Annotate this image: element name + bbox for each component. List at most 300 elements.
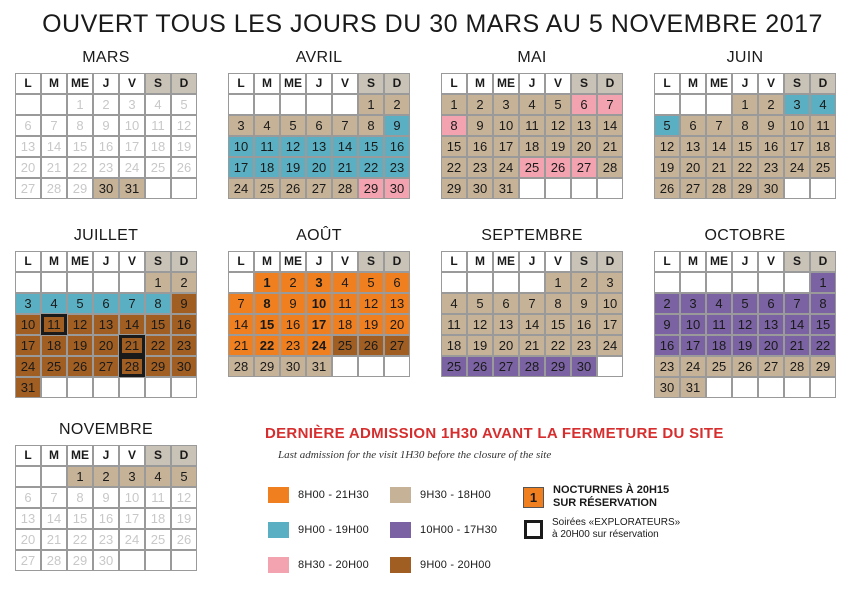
- day-cell: 10: [119, 487, 145, 508]
- legend-label: 8H30 - 20H00: [298, 559, 369, 571]
- day-cell: 5: [654, 115, 680, 136]
- day-cell: 15: [732, 136, 758, 157]
- day-cell: 3: [784, 94, 810, 115]
- day-cell: 19: [732, 335, 758, 356]
- day-cell: 27: [384, 335, 410, 356]
- day-cell: 9: [467, 115, 493, 136]
- empty-day-cell: [41, 94, 67, 115]
- weekday-header: L: [441, 251, 467, 272]
- day-cell: 30: [93, 178, 119, 199]
- day-cell: 24: [306, 335, 332, 356]
- weekday-header: ME: [493, 73, 519, 94]
- weekday-header: L: [228, 251, 254, 272]
- month-name: AVRIL: [295, 49, 343, 66]
- legend-item-explorateurs: [524, 517, 680, 541]
- day-cell: 17: [119, 508, 145, 529]
- weekday-header: S: [784, 73, 810, 94]
- weekday-header: ME: [706, 73, 732, 94]
- weekday-header: L: [654, 251, 680, 272]
- day-cell: 12: [467, 314, 493, 335]
- day-cell: 18: [706, 335, 732, 356]
- day-cell: 30: [280, 356, 306, 377]
- weekday-header: M: [254, 251, 280, 272]
- day-cell: 24: [680, 356, 706, 377]
- day-cell: 12: [545, 115, 571, 136]
- day-cell: 10: [228, 136, 254, 157]
- day-cell: 26: [545, 157, 571, 178]
- day-cell: 29: [732, 178, 758, 199]
- day-cell: 27: [493, 356, 519, 377]
- day-cell: 22: [545, 335, 571, 356]
- legend-item-nocturnes: [523, 484, 669, 510]
- weekday-header: S: [145, 73, 171, 94]
- day-cell: 7: [706, 115, 732, 136]
- legend-label: 9H00 - 19H00: [298, 524, 369, 536]
- weekday-header: D: [384, 251, 410, 272]
- day-cell: 21: [519, 335, 545, 356]
- day-cell: 25: [332, 335, 358, 356]
- weekday-header: D: [171, 251, 197, 272]
- empty-day-cell: [171, 178, 197, 199]
- day-cell: 1: [254, 272, 280, 293]
- day-cell: 10: [597, 293, 623, 314]
- day-cell: 8: [145, 293, 171, 314]
- empty-day-cell: [597, 178, 623, 199]
- weekday-header: J: [519, 251, 545, 272]
- empty-day-cell: [706, 377, 732, 398]
- empty-day-cell: [467, 272, 493, 293]
- day-cell: 23: [171, 335, 197, 356]
- day-cell: 11: [41, 314, 67, 335]
- day-cell: 27: [15, 178, 41, 199]
- month-name: JUIN: [726, 49, 764, 66]
- day-cell: 8: [254, 293, 280, 314]
- day-cell: 15: [145, 314, 171, 335]
- day-cell: 17: [680, 335, 706, 356]
- weekday-header: J: [93, 73, 119, 94]
- day-cell: 29: [67, 178, 93, 199]
- day-cell: 14: [41, 136, 67, 157]
- day-cell: 7: [597, 94, 623, 115]
- empty-day-cell: [654, 94, 680, 115]
- day-cell: 4: [41, 293, 67, 314]
- day-cell: 5: [171, 94, 197, 115]
- day-cell: 4: [254, 115, 280, 136]
- day-cell: 5: [358, 272, 384, 293]
- day-cell: 8: [545, 293, 571, 314]
- day-cell: 30: [467, 178, 493, 199]
- day-cell: 6: [93, 293, 119, 314]
- day-cell: 16: [467, 136, 493, 157]
- day-cell: 15: [67, 508, 93, 529]
- day-cell: 8: [732, 115, 758, 136]
- day-cell: 5: [171, 466, 197, 487]
- day-cell: 9: [571, 293, 597, 314]
- day-cell: 25: [41, 356, 67, 377]
- day-cell: 18: [145, 136, 171, 157]
- day-cell: 27: [93, 356, 119, 377]
- day-cell: 2: [93, 466, 119, 487]
- legend-item-purple: [390, 522, 497, 538]
- day-cell: 23: [571, 335, 597, 356]
- day-cell: 29: [810, 356, 836, 377]
- day-cell: 26: [67, 356, 93, 377]
- weekday-header: L: [654, 73, 680, 94]
- empty-day-cell: [280, 94, 306, 115]
- day-cell: 29: [254, 356, 280, 377]
- day-cell: 24: [493, 157, 519, 178]
- day-cell: 18: [254, 157, 280, 178]
- day-cell: 17: [784, 136, 810, 157]
- day-cell: 12: [171, 115, 197, 136]
- day-cell: 30: [571, 356, 597, 377]
- day-cell: 7: [119, 293, 145, 314]
- day-cell: 11: [254, 136, 280, 157]
- day-cell: 14: [41, 508, 67, 529]
- empty-day-cell: [784, 178, 810, 199]
- day-cell: 28: [119, 356, 145, 377]
- day-cell: 5: [67, 293, 93, 314]
- day-cell: 25: [145, 529, 171, 550]
- day-cell: 25: [706, 356, 732, 377]
- day-cell: 7: [41, 115, 67, 136]
- weekday-header: V: [332, 251, 358, 272]
- weekday-header: L: [441, 73, 467, 94]
- day-cell: 20: [15, 157, 41, 178]
- month-name: SEPTEMBRE: [481, 227, 583, 244]
- day-cell: 21: [784, 335, 810, 356]
- empty-day-cell: [67, 272, 93, 293]
- day-cell: 29: [145, 356, 171, 377]
- weekday-header: V: [119, 445, 145, 466]
- legend-swatch: [390, 557, 411, 573]
- day-cell: 23: [654, 356, 680, 377]
- day-cell: 19: [171, 136, 197, 157]
- day-cell: 14: [519, 314, 545, 335]
- weekday-header: S: [358, 73, 384, 94]
- day-cell: 11: [145, 115, 171, 136]
- day-cell: 18: [810, 136, 836, 157]
- day-cell: 27: [571, 157, 597, 178]
- day-cell: 2: [758, 94, 784, 115]
- day-cell: 14: [332, 136, 358, 157]
- day-cell: 2: [467, 94, 493, 115]
- day-cell: 12: [67, 314, 93, 335]
- day-cell: 23: [280, 335, 306, 356]
- day-cell: 17: [597, 314, 623, 335]
- day-cell: 21: [228, 335, 254, 356]
- month-name: NOVEMBRE: [59, 421, 153, 438]
- month-name: JUILLET: [73, 227, 139, 244]
- weekday-header: V: [758, 73, 784, 94]
- day-cell: 8: [358, 115, 384, 136]
- empty-day-cell: [571, 178, 597, 199]
- weekday-header: J: [306, 73, 332, 94]
- day-cell: 18: [441, 335, 467, 356]
- weekday-header: D: [810, 73, 836, 94]
- empty-day-cell: [119, 272, 145, 293]
- day-cell: 3: [119, 94, 145, 115]
- day-cell: 19: [280, 157, 306, 178]
- empty-day-cell: [93, 272, 119, 293]
- empty-day-cell: [145, 178, 171, 199]
- day-cell: 6: [571, 94, 597, 115]
- day-cell: 25: [254, 178, 280, 199]
- day-cell: 24: [15, 356, 41, 377]
- day-cell: 19: [67, 335, 93, 356]
- day-cell: 21: [41, 529, 67, 550]
- day-cell: 25: [810, 157, 836, 178]
- day-cell: 19: [358, 314, 384, 335]
- weekday-header: D: [384, 73, 410, 94]
- day-cell: 4: [810, 94, 836, 115]
- day-cell: 26: [732, 356, 758, 377]
- weekday-header: V: [119, 73, 145, 94]
- weekday-header: J: [306, 251, 332, 272]
- day-cell: 22: [145, 335, 171, 356]
- explorateurs-label-line1: Soirées «EXPLORATEURS»: [552, 517, 681, 528]
- weekday-header: ME: [280, 251, 306, 272]
- day-cell: 14: [119, 314, 145, 335]
- day-cell: 20: [384, 314, 410, 335]
- day-cell: 25: [519, 157, 545, 178]
- day-cell: 24: [597, 335, 623, 356]
- day-cell: 1: [441, 94, 467, 115]
- empty-day-cell: [306, 94, 332, 115]
- month-name: MARS: [82, 49, 130, 66]
- day-cell: 21: [119, 335, 145, 356]
- day-cell: 28: [41, 550, 67, 571]
- nocturne-sample-day: 1: [523, 487, 544, 508]
- day-cell: 16: [758, 136, 784, 157]
- weekday-header: V: [332, 73, 358, 94]
- day-cell: 7: [784, 293, 810, 314]
- day-cell: 25: [441, 356, 467, 377]
- day-cell: 19: [467, 335, 493, 356]
- day-cell: 16: [171, 314, 197, 335]
- weekday-header: ME: [493, 251, 519, 272]
- day-cell: 26: [171, 529, 197, 550]
- empty-day-cell: [15, 94, 41, 115]
- empty-day-cell: [706, 272, 732, 293]
- month-name: AOÛT: [296, 227, 342, 244]
- empty-day-cell: [597, 356, 623, 377]
- day-cell: 22: [358, 157, 384, 178]
- day-cell: 4: [441, 293, 467, 314]
- empty-day-cell: [810, 178, 836, 199]
- day-cell: 21: [332, 157, 358, 178]
- day-cell: 8: [441, 115, 467, 136]
- day-cell: 26: [654, 178, 680, 199]
- empty-day-cell: [171, 550, 197, 571]
- explorateurs-box: [524, 520, 543, 539]
- legend-swatch: [268, 522, 289, 538]
- day-cell: 27: [15, 550, 41, 571]
- day-cell: 11: [441, 314, 467, 335]
- weekday-header: M: [467, 251, 493, 272]
- day-cell: 2: [571, 272, 597, 293]
- day-cell: 14: [228, 314, 254, 335]
- empty-day-cell: [784, 272, 810, 293]
- day-cell: 13: [493, 314, 519, 335]
- day-cell: 13: [93, 314, 119, 335]
- day-cell: 26: [171, 157, 197, 178]
- empty-day-cell: [519, 178, 545, 199]
- day-cell: 6: [15, 115, 41, 136]
- day-cell: 16: [384, 136, 410, 157]
- weekday-header: M: [680, 73, 706, 94]
- weekday-header: L: [15, 251, 41, 272]
- day-cell: 1: [810, 272, 836, 293]
- empty-day-cell: [758, 377, 784, 398]
- empty-day-cell: [228, 94, 254, 115]
- day-cell: 4: [332, 272, 358, 293]
- day-cell: 13: [571, 115, 597, 136]
- day-cell: 15: [545, 314, 571, 335]
- day-cell: 16: [93, 508, 119, 529]
- day-cell: 11: [519, 115, 545, 136]
- day-cell: 7: [228, 293, 254, 314]
- day-cell: 20: [680, 157, 706, 178]
- day-cell: 28: [784, 356, 810, 377]
- day-cell: 11: [706, 314, 732, 335]
- day-cell: 24: [119, 529, 145, 550]
- day-cell: 28: [519, 356, 545, 377]
- empty-day-cell: [67, 377, 93, 398]
- weekday-header: ME: [706, 251, 732, 272]
- day-cell: 9: [93, 115, 119, 136]
- day-cell: 7: [41, 487, 67, 508]
- day-cell: 10: [680, 314, 706, 335]
- month-name: OCTOBRE: [704, 227, 786, 244]
- day-cell: 1: [732, 94, 758, 115]
- day-cell: 11: [810, 115, 836, 136]
- day-cell: 22: [732, 157, 758, 178]
- day-cell: 13: [306, 136, 332, 157]
- last-admission-notice-english: Last admission for the visit 1H30 before the closure of the site: [278, 449, 552, 461]
- weekday-header: D: [597, 73, 623, 94]
- day-cell: 30: [758, 178, 784, 199]
- day-cell: 10: [15, 314, 41, 335]
- day-cell: 30: [93, 550, 119, 571]
- day-cell: 4: [706, 293, 732, 314]
- weekday-header: V: [545, 251, 571, 272]
- day-cell: 7: [519, 293, 545, 314]
- day-cell: 14: [784, 314, 810, 335]
- empty-day-cell: [441, 272, 467, 293]
- empty-day-cell: [145, 550, 171, 571]
- day-cell: 19: [171, 508, 197, 529]
- day-cell: 5: [732, 293, 758, 314]
- day-cell: 8: [810, 293, 836, 314]
- weekday-header: V: [758, 251, 784, 272]
- day-cell: 2: [280, 272, 306, 293]
- day-cell: 22: [441, 157, 467, 178]
- day-cell: 6: [15, 487, 41, 508]
- day-cell: 6: [384, 272, 410, 293]
- day-cell: 21: [706, 157, 732, 178]
- day-cell: 1: [67, 466, 93, 487]
- day-cell: 28: [597, 157, 623, 178]
- legend-label: 8H00 - 21H30: [298, 489, 369, 501]
- day-cell: 31: [15, 377, 41, 398]
- day-cell: 20: [306, 157, 332, 178]
- weekday-header: D: [171, 445, 197, 466]
- day-cell: 26: [358, 335, 384, 356]
- day-cell: 13: [758, 314, 784, 335]
- day-cell: 16: [93, 136, 119, 157]
- empty-day-cell: [41, 377, 67, 398]
- day-cell: 28: [41, 178, 67, 199]
- empty-day-cell: [493, 272, 519, 293]
- legend-item-brown: [390, 557, 491, 573]
- weekday-header: ME: [67, 73, 93, 94]
- day-cell: 20: [493, 335, 519, 356]
- day-cell: 10: [119, 115, 145, 136]
- day-cell: 23: [93, 157, 119, 178]
- day-cell: 2: [171, 272, 197, 293]
- weekday-header: J: [93, 445, 119, 466]
- day-cell: 29: [358, 178, 384, 199]
- empty-day-cell: [228, 272, 254, 293]
- day-cell: 28: [228, 356, 254, 377]
- day-cell: 19: [654, 157, 680, 178]
- empty-day-cell: [119, 550, 145, 571]
- empty-day-cell: [784, 377, 810, 398]
- legend-item-orange: [268, 487, 369, 503]
- weekday-header: S: [358, 251, 384, 272]
- day-cell: 17: [15, 335, 41, 356]
- day-cell: 11: [145, 487, 171, 508]
- day-cell: 9: [280, 293, 306, 314]
- weekday-header: L: [15, 445, 41, 466]
- day-cell: 29: [67, 550, 93, 571]
- day-cell: 20: [571, 136, 597, 157]
- day-cell: 22: [810, 335, 836, 356]
- weekday-header: J: [519, 73, 545, 94]
- empty-day-cell: [15, 272, 41, 293]
- weekday-header: L: [15, 73, 41, 94]
- day-cell: 12: [280, 136, 306, 157]
- day-cell: 20: [93, 335, 119, 356]
- legend-item-tan: [390, 487, 491, 503]
- day-cell: 17: [119, 136, 145, 157]
- day-cell: 26: [280, 178, 306, 199]
- day-cell: 6: [306, 115, 332, 136]
- day-cell: 12: [171, 487, 197, 508]
- weekday-header: L: [228, 73, 254, 94]
- empty-day-cell: [810, 377, 836, 398]
- empty-day-cell: [254, 94, 280, 115]
- empty-day-cell: [358, 356, 384, 377]
- day-cell: 14: [706, 136, 732, 157]
- weekday-header: D: [171, 73, 197, 94]
- empty-day-cell: [15, 466, 41, 487]
- weekday-header: M: [254, 73, 280, 94]
- day-cell: 9: [93, 487, 119, 508]
- empty-day-cell: [732, 377, 758, 398]
- day-cell: 5: [280, 115, 306, 136]
- day-cell: 5: [545, 94, 571, 115]
- day-cell: 1: [145, 272, 171, 293]
- day-cell: 28: [332, 178, 358, 199]
- day-cell: 20: [758, 335, 784, 356]
- day-cell: 1: [358, 94, 384, 115]
- empty-day-cell: [680, 94, 706, 115]
- day-cell: 27: [306, 178, 332, 199]
- empty-day-cell: [680, 272, 706, 293]
- day-cell: 2: [654, 293, 680, 314]
